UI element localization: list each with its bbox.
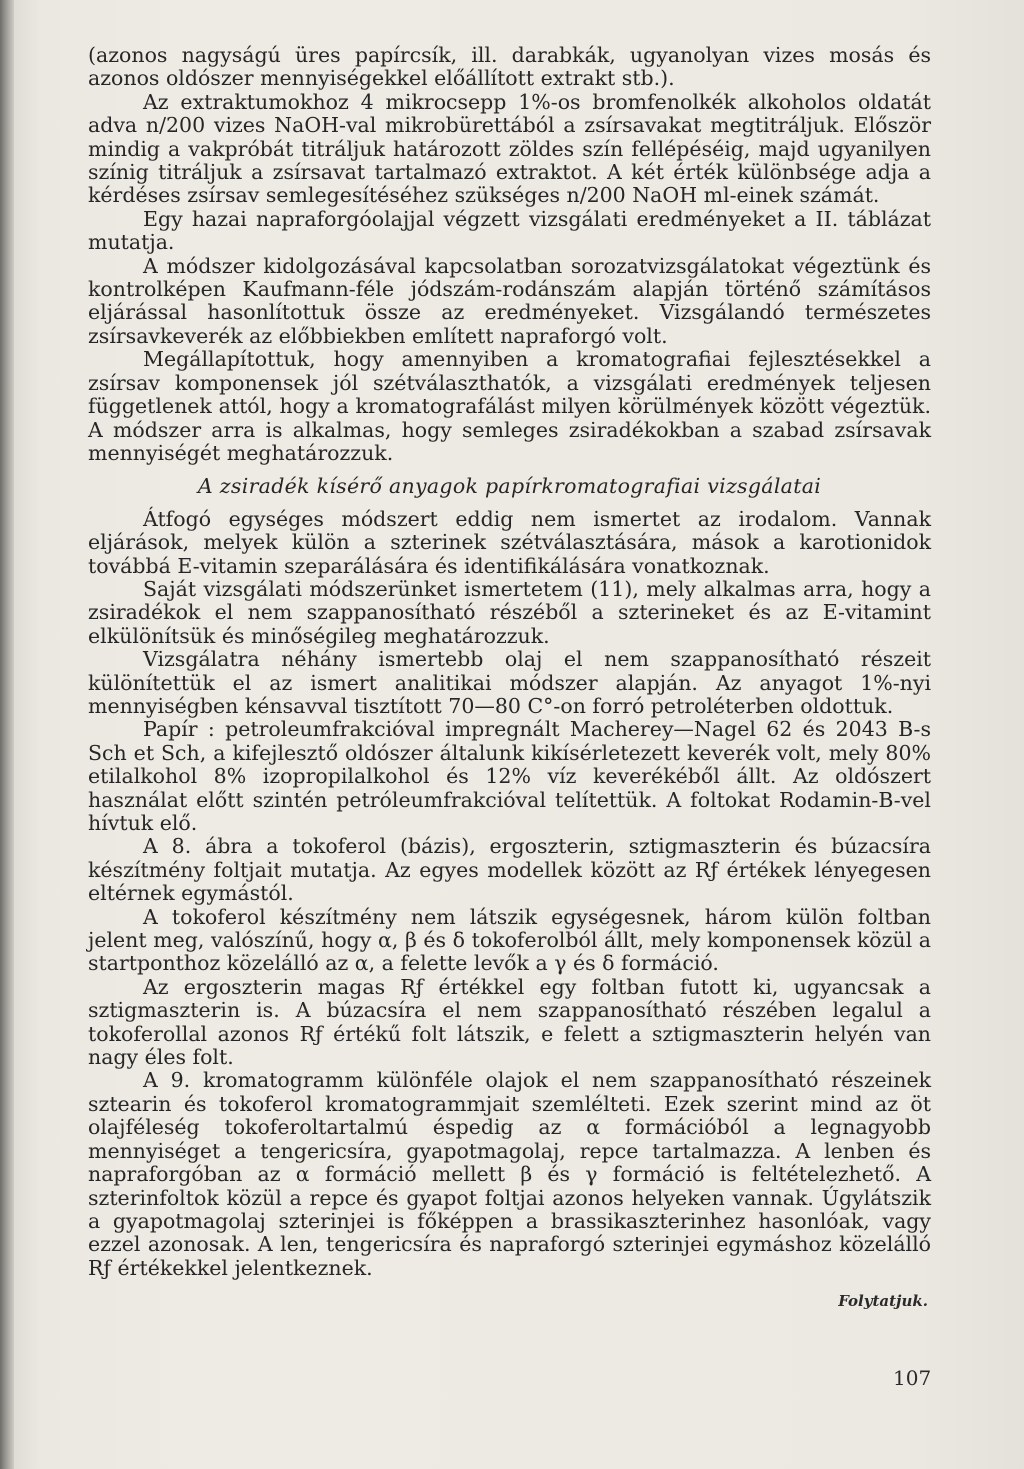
paragraph: Az ergoszterin magas Rƒ értékkel egy foltban futott ki, ugyancsak a sztigmaszterin is. A búzacsíra el nem szappanosítható részében legalul a tokoferollal azonos Rƒ értékű folt látszik, e felett a sztigmaszterin helyén van nagy éles folt. xyxy=(88,974,931,1070)
paragraph: Átfogó egységes módszert eddig nem ismertet az irodalom. Vannak eljárások, melyek külön a szterinek szétválasztására, mások a karotionidok továbbá E-vitamin szeparálására és identifikálására vonatkoznak. xyxy=(88,506,931,578)
paragraph: A 8. ábra a tokoferol (bázis), ergoszterin, sztigmaszterin és búzacsíra készítmény foltjait mutatja. Az egyes modellek között az Rƒ értékek lényegesen eltérnek egymástól. xyxy=(88,834,931,906)
paragraph: Az extraktumokhoz 4 mikrocsepp 1%-os bromfenolkék alkoholos oldatát adva n/200 vizes NaOH-val mikrobürettából a zsírsavakat megtitráljuk. Először mindig a vakpróbát titráljuk határozott zöldes szín fellépéséig, majd ugyanilyen színig titráljuk a zsírsavat tartalmazó extraktot. A két érték különbsége adja a kérdéses zsírsav semlegesítéséhez szükséges n/200 NaOH ml-einek számát. xyxy=(88,89,931,208)
continued-note: Folytatjuk. xyxy=(838,1292,928,1310)
paragraph: (azonos nagyságú üres papírcsík, ill. darabkák, ugyanolyan vizes mosás és azonos oldószer mennyiségekkel előállított extrakt stb.). xyxy=(88,43,931,91)
paragraph: Vizsgálatra néhány ismertebb olaj el nem szappanosítható részeit különítettük el az ismert analitikai módszer alapján. Az anyagot 1%-nyi mennyiségben kénsavval tisztított 70—80 C°-on forró petroléterben oldottuk. xyxy=(88,647,931,718)
page-number: 107 xyxy=(893,1366,932,1390)
paragraph: A tokoferol készítmény nem látszik egységesnek, három külön foltban jelent meg, valószínű, hogy α, β és δ tokoferolból állt, mely komponensek közül a startponthoz közelálló az α, a felette levők a γ és δ formáció. xyxy=(88,904,931,976)
section-heading: A zsiradék kísérő anyagok papírkromatografiai vizsgálatai xyxy=(197,474,822,499)
paragraph: A 9. kromatogramm különféle olajok el nem szappanosítható részeinek sztearin és tokoferol kromatogrammjait szemlélteti. Ezek szerint mind az öt olajféleség tokoferoltartalmú éspedig az α formációból a legnagyobb mennyiséget a tengericsíra, gyapotmagolaj, repce tartalmazza. A lenben és napraforgóban az α formáció mellett β és γ formáció is feltételezhető. A szterinfoltok közül a repce és gyapot foltjai azonos helyeken vannak. Úgylátszik a gyapotmagolaj szterinjei is főképpen a brassikaszterinhez hasonlóak, vagy ezzel azonosak. A len, tengericsíra és napraforgó szterinjei egymáshoz közelálló Rƒ értékekkel jelentkeznek. xyxy=(88,1068,931,1280)
paragraph: Egy hazai napraforgóolajjal végzett vizsgálati eredményeket a II. táblázat mutatja. xyxy=(88,206,931,255)
page-spine-shadow xyxy=(0,0,14,1469)
paragraph: Saját vizsgálati módszerünket ismertetem (11), mely alkalmas arra, hogy a zsiradékok el nem szappanosítható részéből a szterineket és az E-vitamint elkülönítsük és minőségileg meghatározzuk. xyxy=(88,576,931,648)
paragraph: Papír : petroleumfrakcióval impregnált Macherey—Nagel 62 és 2043 B-s Sch et Sch, a kifejlesztő oldószer általunk kikísérletezett keverék volt, mely 80% etilalkohol 8% izopropilalkohol és 12% víz keverékéből állt. Az oldószert használat előtt szintén petróleumfrakcióval telítettük. A foltokat Rodamin-B-vel hívtuk elő. xyxy=(88,717,931,835)
paragraph: Megállapítottuk, hogy amennyiben a kromatografiai fejlesztésekkel a zsírsav komponensek jól szétválaszthatók, a vizsgálati eredmények teljesen függetlenek attól, hogy a kromatografálást milyen körülmények között végeztük. A módszer arra is alkalmas, hogy semleges zsiradékokban a szabad zsírsavak mennyiségét meghatározzuk. xyxy=(88,347,931,465)
paragraph: A módszer kidolgozásával kapcsolatban sorozatvizsgálatokat végeztünk és kontrolképen Kaufmann-féle jódszám-rodánszám alapján történő számításos eljárással hasonlítottuk össze az eredményeket. Vizsgálandó természetes zsírsavkeverék az előbbiekben említett napraforgó volt. xyxy=(88,253,931,348)
body-text xyxy=(88,44,931,1280)
